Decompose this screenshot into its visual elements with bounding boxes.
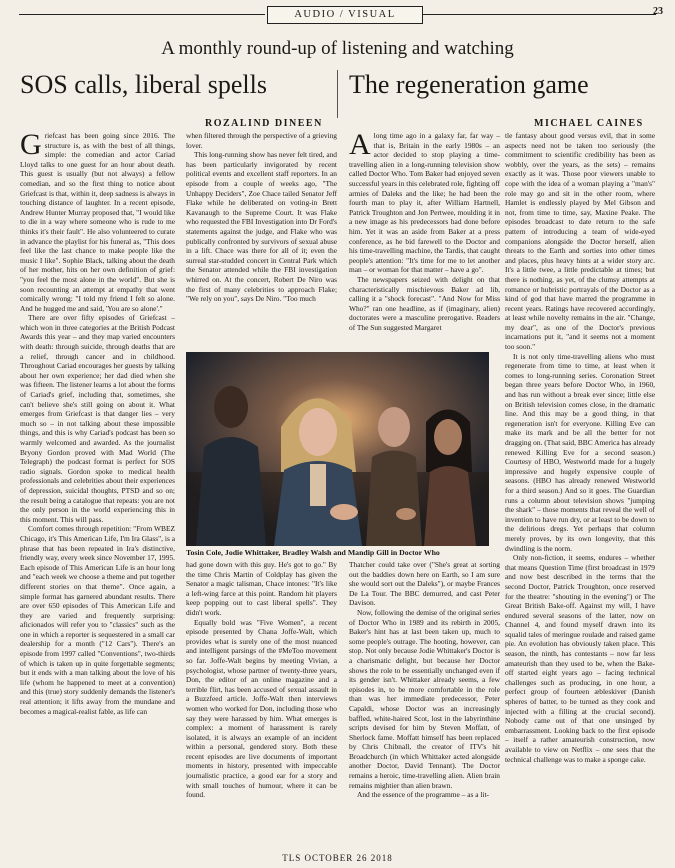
drop-cap-a: A	[349, 131, 371, 161]
photo-caption: Tosin Cole, Jodie Whittaker, Bradley Walsh and Mandip Gill in Doctor Who	[186, 548, 440, 557]
section-label: AUDIO / VISUAL	[267, 6, 423, 24]
left-headline: SOS calls, liberal spells	[20, 70, 267, 99]
right-article-col3-top: Along time ago in a galaxy far, far way – that is, Britain in the early 1980s – an actor decided to stop playing a time-travelling alien in a long-running television show called Doctor Who. Tom Baker had enjoyed seven successful years in this celebrated role, fighting off armies of Daleks and the like; he had been the fourth man to play it, after William Hartnell, Patrick Troughton and Jon Pertwee, moulding it in a new image as his predecessors had done before him. Yet it was an aside from Baker at a press conference, as he bid farewell to the Doctor and his time-travelling machine, the Tardis, that caught people's attention: "It's time for me to let another man – or woman for that matter – have a go". The newspapers seized with delight on that characteristically mischievous Baker ad lib, calling it a "shock forecast". "And Now for Miss Who?" ran one headline, as if (imaginary, alien) doctorates were a masculine prerogative. Readers of The Sun suggested Margaret	[349, 131, 500, 332]
right-byline: MICHAEL CAINES	[534, 118, 644, 129]
headline-divider	[337, 70, 338, 118]
right-headline: The regeneration game	[349, 70, 589, 99]
left-article-col1: Griefcast has been going since 2016. The structure is, as with the best of all things, simple: the comedian and actor Cariad Lloyd talks to one guest for an hour about death. This guest is usually (but not always) a fellow comedian, and so the first thing to notice about Griefcast is that, within it, deep sadness is always in touching distance of laughter. In a recent episode, Andrew Hunter Murray proposed that, "I would like to die in a way where someone who is rude to me thinks it's their fault". He also volunteered to curate in advance the playlist for his funeral as, "This does feel like the last chance to make people like the music I like". Sophie Black, talking about the death of her mother, hits on her own definition of grief: "you feel the most alone in the world". But she is soon recounting an attempt at empathy that went comically wrong: "I told my friend I felt so alone. And he hugged me and said, 'You are so alone'." There are over fifty episodes of Griefcast – which won in three categories at the British Podcast Awards this year – and they map varied encounters with death: through suicide, through deaths that are a relief, through cancer and in childhood. Throughout Cariad encourages her guests by talking about her own experience; her dad died when she was fifteen. The listener learns a lot about the forms of Cariad's grief, including that, sometimes, she can't believe she's still going on about it. What emerges from Griefcast is that danger lies – very much so – in not talking about these impossible things, and this is why Cariad's podcast has been so warmly welcomed and awarded. As the journalist Bryony Gordon proved with Mad World (The Telegraph) the podcast format is perfect for SOS radio signals. Gordon spoke to medical health professionals and celebrities about their experiences of depression, suicidal thoughts, PTSD and so on; the result being a catalogue that repeats: you are not the only person in the world experiencing this in this moment. This will pass. Comfort comes through repetition: "From WBEZ Chicago, it's This American Life, I'm Ira Glass", is a phrase that has been repeated in Ira's distinctive, friendly way, every week since November 17, 1995. Each episode of This American Life is an hour long and "each week we choose a theme and put together different stories on that theme". Once again, a simple format has garnered abundant results. There are over 650 episodes of This American Life and they are varied and frequently surprising: aficionados will refer you to "classics" such as the one in which a reporter is sequestered in a small car dealership for a month ("12 Cars"). There's an episode from 1997 called "Conventions", two-thirds of which is taken up in quite forgettable segments; but it ends with a man talking about the love of his life (whom he happened to meet at a convention) and this (true) story suddenly demands the listener's real attention; it lifts away from the mundane and becomes a magical-realist fable, as life can	[20, 131, 175, 716]
page-footer: TLS OCTOBER 26 2018	[282, 853, 393, 863]
left-article-col2-bottom: had gone down with this guy. He's got to go." By the time Chris Martin of Coldplay has given the Senator a magic talisman, Chace intones: "It's like a left-wing farce at this point. Random hit players keep popping out to cast liberal spells". They didn't work. Equally bold was "Five Women", a recent episode presented by Chana Joffe-Walt, which provides what is surely one of the most nuanced and intelligent parsings of the #MeToo movement so far. Joffe-Walt begins by meeting Vivian, a psychologist, whose partner of twenty-three years, Don, the editor of an online magazine and a terrible flirt, has been accused of sexual assault in a Buzzfeed article. Joffe-Walt then interviews women who worked for Don, including those who say they were harassed by him. What emerges is complex: a moment of harassment is rarely isolated, it is always an example of an incident within a personal, gendered story. Both these recent episodes are live documents of important moments in history, presented with impeccable journalistic practice, a good ear for a story and with small touches of humour, where it can be found.	[186, 560, 337, 800]
doctor-who-photo	[186, 352, 489, 546]
left-byline: ROZALIND DINEEN	[205, 118, 323, 129]
doctor-who-cast-image	[186, 352, 489, 546]
page-number: 23	[653, 6, 663, 17]
header-rule-right	[423, 14, 656, 15]
header-rule-left	[19, 14, 265, 15]
kicker: A monthly round-up of listening and watching	[161, 38, 514, 59]
left-article-col2-top: when filtered through the perspective of a grieving lover. This long-running show has never felt tired, and has been particularly invigorated by recent political events and excellent staff reporters. In an episode from a couple of weeks ago, "The Unhappy Deciders", Zoe Chace tailed Senator Jeff Flake while he deliberated on voting-in Brett Kavanaugh to the Supreme Court. It was Flake who requested the FBI Investigation into Dr Ford's statements against the judge, and Flake who was publically confronted by survivors of sexual abuse in a lift. Chace was there for all of it; even the surreal star-studded concert in Central Park which the Senator attended while the FBI investigation whirred on. At the concert, Robert De Niro was the first of many celebrities to approach Flake; "We rely on you", says De Niro. "Too much	[186, 131, 337, 304]
right-article-col3-bottom: Thatcher could take over ("She's great at sorting out the baddies down here on Earth, so I am sure she would sort out the Daleks"), or maybe Frances De La Tour. The BBC demurred, and cast Peter Davison. Now, following the demise of the original series of Doctor Who in 1989 and its rebirth in 2005, Baker's hint has at last been taken up, much to some people's outrage. The hooting, however, can stop. Not only because Jodie Whittaker's Doctor is a charismatic delight, but because her Doctor shows the role to be essentially unchanged even if its gender isn't. Whittaker already seems, a few episodes in, to be more comfortable in the role than was her immediate predecessor, Peter Capaldi, whose Doctor was an increasingly baffled, white-haired Scot, lost in the labyrinthine scripts devised for him by Steven Moffatt, of Sherlock fame. Moffatt himself has been replaced by Chris Chibnall, the creator of ITV's hit Broadchurch (in which Whittaker acted alongside another Doctor, David Tennant). The Doctor remains a heroic, time-travelling alien. Alien brain remains mightier than alien brawn. And the essence of the programme – as a lit-	[349, 560, 500, 800]
drop-cap-g: G	[20, 131, 42, 161]
right-article-col4: tle fantasy about good versus evil, that in some aspects need not be taken too seriously (the commitment to scientific credibility has been as wobbly, over the years, as the sets) – remains exactly as it was. Those poor viewers unable to cope with the idea of a woman playing a "man's" role may go and sit in the other room, where Hamlet is endlessly played by Mel Gibson and not, from time to time, say, Maxine Peake. The episodes broadcast to date return to the safe pattern of introducing a team of wide-eyed companions alongside the Doctor herself, alien threats to the Earth and sorties into other times and places, plus heavy hints at a wider story arc. It's a little twee, a little predictable at times; but there is nothing, as yet, of the clumsy attempts at romance or hubristic portrayals of the Doctor as a kind of god that have marred the programme in recent years. Ratings have recovered accordingly, at least while novelty remains in the air. "Change, my dear", as one of the Doctor's previous incarnations put it, "and it seems not a moment too soon." It is not only time-travelling aliens who must regenerate from time to time, at least when it comes to long-running series. Coronation Street began three years before Doctor Who, in 1960, and has run without a break ever since; little else on British television comes close, in the dramatic line. And this may be a good thing, in that regeneration isn't for everyone. Killing Eve can make its mark and be all the better for not dragging on. (That said, BBC America has already renewed Killing Eve for a second season.) Courtesy of HBO, Westworld made for a hugely impressive and hugely expensive couple of seasons. (HBO has already renewed Westworld for a third season.) And so it goes. The Guardian runs a column about television shows "jumping the shark" – those moments that reveal the well of invention to have run dry, or at least to be down to the delirious dregs. Yet perhaps that column merely proves, by its own longevity, that this dwindling is the norm. Only non-fiction, it seems, endures – whether that means Question Time (first broadcast in 1979 and now best described in the terms that the second Doctor, Patrick Troughton, once reserved for the theatre: "shouting in the evening") or The Great British Bake-off. Against my will, I have endured several seasons of the latter, now on Channel 4, and found myself drawn into its squalid tales of meringue roulade and raised game pie. An evolution has obviously taken place. This season, the ninth, has contestants – now far less amateurish than they used to be, when the Bake-off started eight years ago – facing technical challenges such as producing, in one hour, a perfect group of fourteen æbleskiver (Danish spheres of batter, to be turned as they cook and injected with a filling at the crucial second). Nobody came out of that one unsinged by embarrassment. Looking back to the first episode – itself a rather amateurish construction, now available to view on Netflix – one sees that the technical challenge was to make a sponge cake.	[505, 131, 655, 764]
